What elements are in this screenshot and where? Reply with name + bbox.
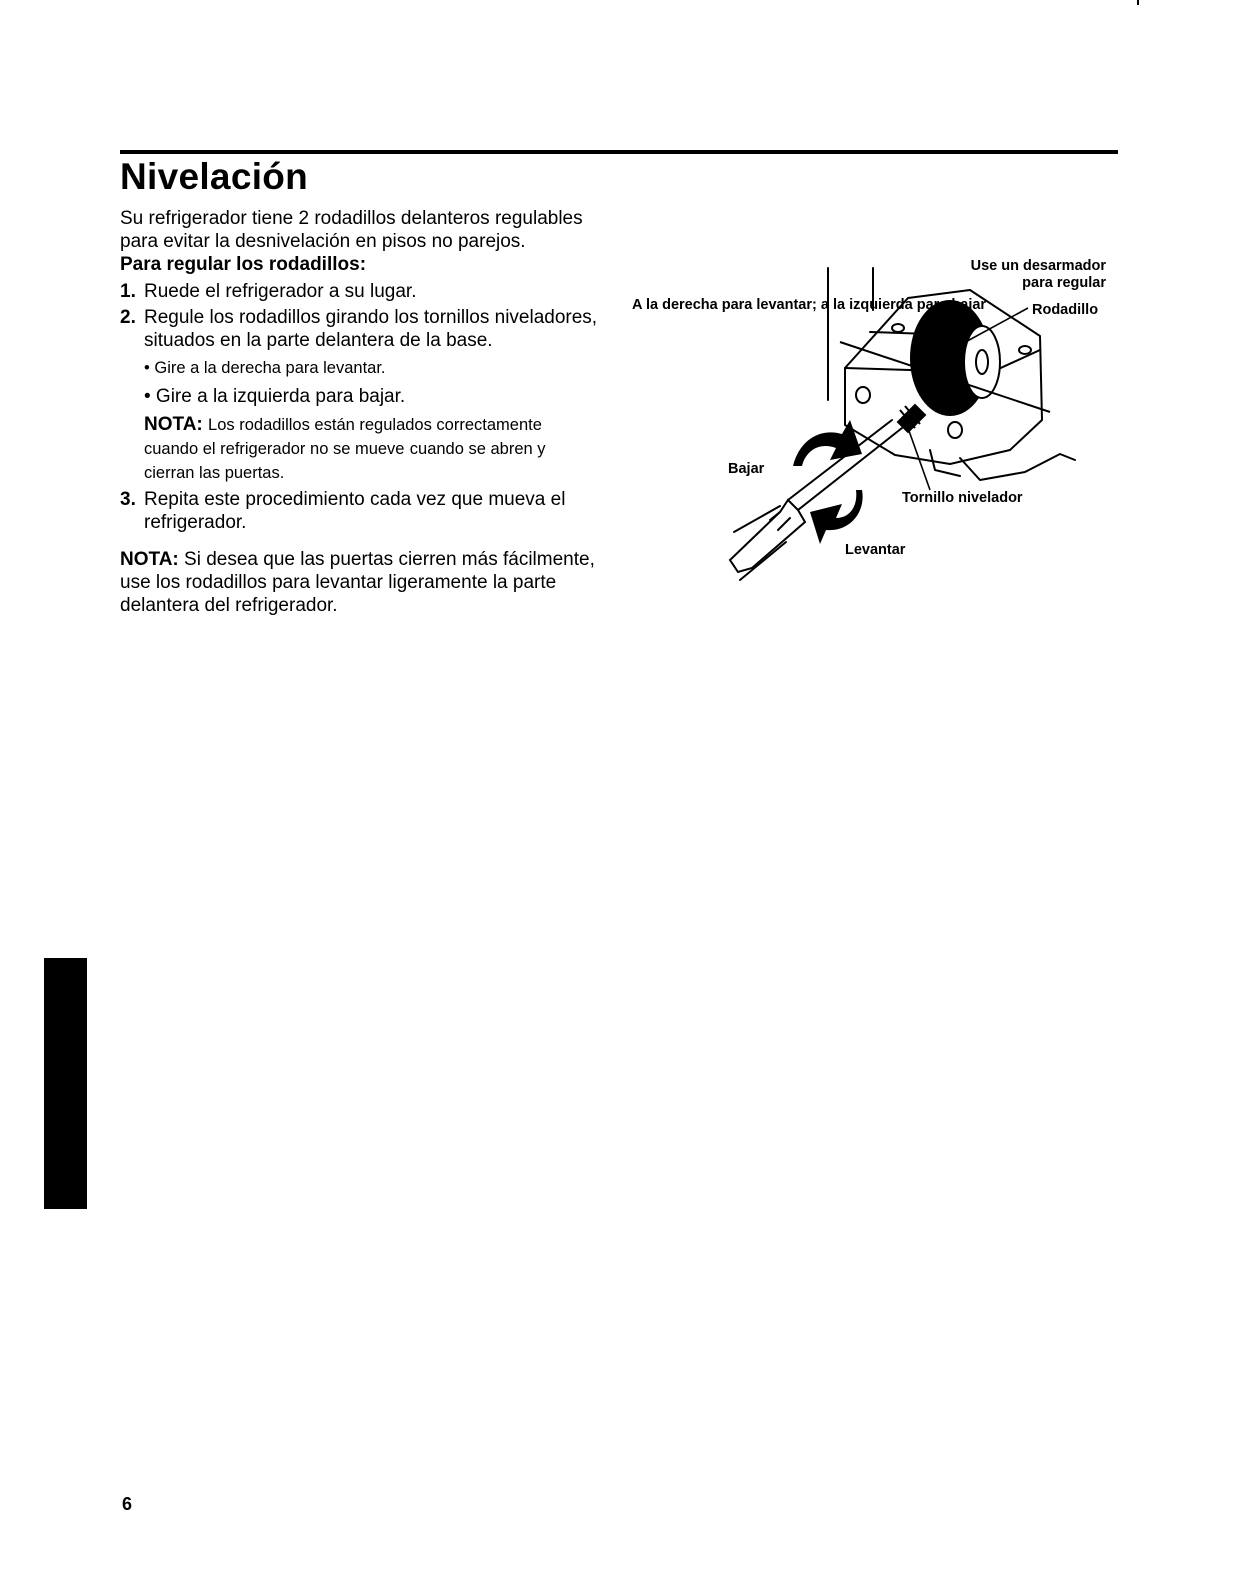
bullet-lower: • Gire a la izquierda para bajar. [144, 386, 406, 407]
label-direction: A la derecha para levantar; a la izquierda para bajar [632, 297, 987, 313]
page-number: 6 [122, 1494, 133, 1514]
step-text: Ruede el refrigerador a su lugar. [144, 281, 417, 302]
note-label: NOTA: [144, 414, 203, 435]
final-note-text: Si desea que las puertas cierren más fácilmente, use los rodadillos para levantar ligeramente la parte delantera del refrigerador. [120, 549, 595, 616]
label-screwdriver-line-1: Use un desarmador [970, 258, 1106, 274]
label-screwdriver-line-2: para regular [1022, 275, 1106, 291]
final-note [120, 548, 600, 617]
section-side-tab [44, 958, 87, 1209]
step-note [144, 413, 600, 485]
subheading: Para regular los rodadillos: [120, 254, 367, 275]
label-roller: Rodadillo [1032, 302, 1099, 318]
label-screw: Tornillo nivelador [902, 490, 1023, 506]
step-number: 1. [120, 281, 136, 302]
step-item [120, 306, 600, 485]
step-item [120, 280, 600, 303]
roller-adjustment-illustration [630, 250, 1120, 590]
step-number: 3. [120, 489, 136, 510]
step-item [120, 488, 600, 534]
step-text: Repita este procedimiento cada vez que mueva el refrigerador. [144, 489, 566, 533]
steps-list [120, 280, 600, 534]
label-screwdriver [910, 258, 1106, 292]
step-text: Regule los rodadillos girando los tornillos niveladores, situados en la parte delantera de la base. [144, 307, 598, 351]
final-note-label: NOTA: [120, 549, 179, 570]
intro-paragraph: Su refrigerador tiene 2 rodadillos delanteros regulables para evitar la desnivelación en pisos no parejos. [120, 208, 583, 252]
instructions-column [120, 207, 600, 617]
header-rule [120, 150, 1118, 154]
label-raise: Levantar [845, 542, 906, 558]
note-text-a: Los rodadillos están regulados correctamente cuando el refrigerador no se mueve [144, 416, 542, 458]
page-title: Nivelación [120, 156, 309, 197]
label-lower: Bajar [728, 461, 765, 477]
note-text-b: cuando se abren y cierran las puertas. [144, 440, 546, 482]
step-number: 2. [120, 307, 136, 328]
corner-crop-mark [1137, 0, 1139, 5]
bullet-raise: • Gire a la derecha para levantar. [144, 359, 386, 377]
